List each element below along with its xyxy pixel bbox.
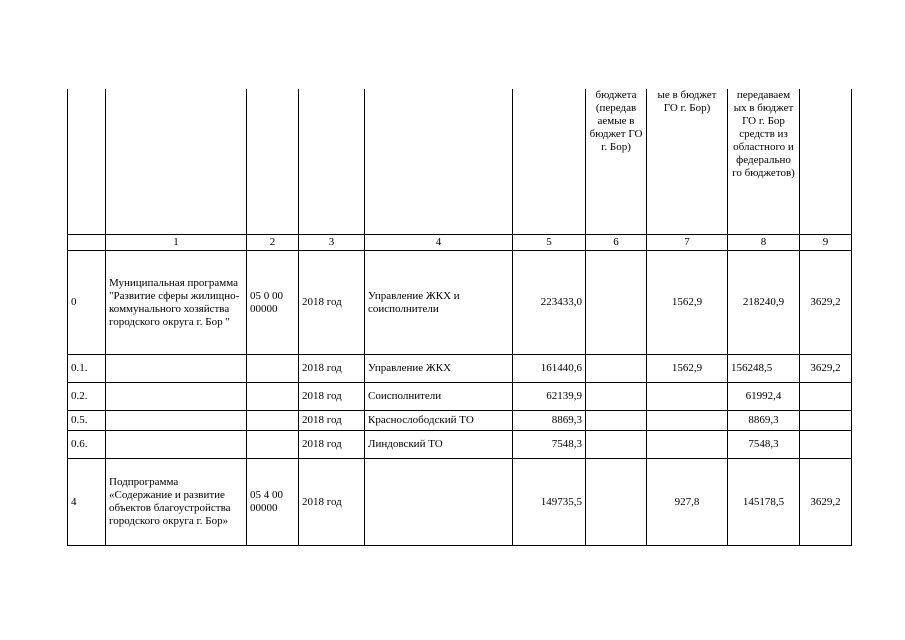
year-cell: 2018 год <box>299 355 365 383</box>
header-cell-exec <box>365 89 513 235</box>
table-row <box>68 411 852 431</box>
program-name <box>106 383 247 411</box>
col6-value <box>586 411 647 431</box>
col7-value <box>647 411 728 431</box>
col9-value: 3629,2 <box>800 355 852 383</box>
budget-table <box>67 89 852 546</box>
col6-value <box>586 251 647 355</box>
col8-value: 218240,9 <box>728 251 800 355</box>
executor-cell: Управление ЖКХ <box>365 355 513 383</box>
table-row <box>68 355 852 383</box>
table-row <box>68 251 852 355</box>
column-number: 1 <box>106 235 247 251</box>
year-cell: 2018 год <box>299 431 365 459</box>
col7-value <box>647 431 728 459</box>
col8-value: 156248,5 <box>728 355 800 383</box>
program-code <box>247 411 299 431</box>
year-cell: 2018 год <box>299 251 365 355</box>
row-number: 0 <box>68 251 106 355</box>
total-value: 161440,6 <box>513 355 586 383</box>
year-cell: 2018 год <box>299 411 365 431</box>
row-number: 0.6. <box>68 431 106 459</box>
col8-value: 7548,3 <box>728 431 800 459</box>
col7-value: 1562,9 <box>647 251 728 355</box>
column-number: 9 <box>800 235 852 251</box>
column-number-blank <box>68 235 106 251</box>
executor-cell: Соисполнители <box>365 383 513 411</box>
col8-value: 145178,5 <box>728 459 800 546</box>
program-code <box>247 355 299 383</box>
header-cell-col8: передаваем ых в бюджет ГО г. Бор средств из областного и федерально го бюджетов) <box>728 89 800 235</box>
row-number: 4 <box>68 459 106 546</box>
program-name: Муниципальная программа "Развитие сферы жилищно-коммунального хозяйства городского округа г. Бор " <box>106 251 247 355</box>
header-cell-name <box>106 89 247 235</box>
col8-value: 61992,4 <box>728 383 800 411</box>
program-code: 05 4 00 00000 <box>247 459 299 546</box>
column-number: 6 <box>586 235 647 251</box>
executor-cell: Управление ЖКХ и соисполнители <box>365 251 513 355</box>
year-cell: 2018 год <box>299 383 365 411</box>
total-value: 8869,3 <box>513 411 586 431</box>
header-cell-year <box>299 89 365 235</box>
header-text-row <box>68 89 852 235</box>
col6-value <box>586 383 647 411</box>
row-number: 0.5. <box>68 411 106 431</box>
col8-value: 8869,3 <box>728 411 800 431</box>
header-cell-num <box>68 89 106 235</box>
executor-cell: Краснослободский ТО <box>365 411 513 431</box>
row-number: 0.2. <box>68 383 106 411</box>
header-cell-col9 <box>800 89 852 235</box>
total-value: 7548,3 <box>513 431 586 459</box>
column-number: 5 <box>513 235 586 251</box>
col9-value <box>800 383 852 411</box>
table-row <box>68 431 852 459</box>
program-name <box>106 411 247 431</box>
program-name <box>106 431 247 459</box>
executor-cell: Линдовский ТО <box>365 431 513 459</box>
col6-value <box>586 431 647 459</box>
col9-value <box>800 411 852 431</box>
column-number: 4 <box>365 235 513 251</box>
total-value: 62139,9 <box>513 383 586 411</box>
header-cell-col7: ые в бюджет ГО г. Бор) <box>647 89 728 235</box>
row-number: 0.1. <box>68 355 106 383</box>
header-cell-col5 <box>513 89 586 235</box>
col7-value: 1562,9 <box>647 355 728 383</box>
program-name <box>106 355 247 383</box>
col9-value <box>800 431 852 459</box>
column-number: 2 <box>247 235 299 251</box>
col7-value: 927,8 <box>647 459 728 546</box>
executor-cell <box>365 459 513 546</box>
column-number: 8 <box>728 235 800 251</box>
total-value: 223433,0 <box>513 251 586 355</box>
col9-value: 3629,2 <box>800 459 852 546</box>
program-name: Подпрограмма «Содержание и развитие объектов благоустройства городского округа г. Бор» <box>106 459 247 546</box>
program-code: 05 0 00 00000 <box>247 251 299 355</box>
header-cell-code <box>247 89 299 235</box>
col6-value <box>586 459 647 546</box>
col9-value: 3629,2 <box>800 251 852 355</box>
table-row <box>68 459 852 546</box>
column-number-row <box>68 235 852 251</box>
column-number: 3 <box>299 235 365 251</box>
year-cell: 2018 год <box>299 459 365 546</box>
col6-value <box>586 355 647 383</box>
table-row <box>68 383 852 411</box>
col7-value <box>647 383 728 411</box>
total-value: 149735,5 <box>513 459 586 546</box>
header-cell-col6: бюджета (передав аемые в бюджет ГО г. Бор) <box>586 89 647 235</box>
program-code <box>247 431 299 459</box>
column-number: 7 <box>647 235 728 251</box>
program-code <box>247 383 299 411</box>
